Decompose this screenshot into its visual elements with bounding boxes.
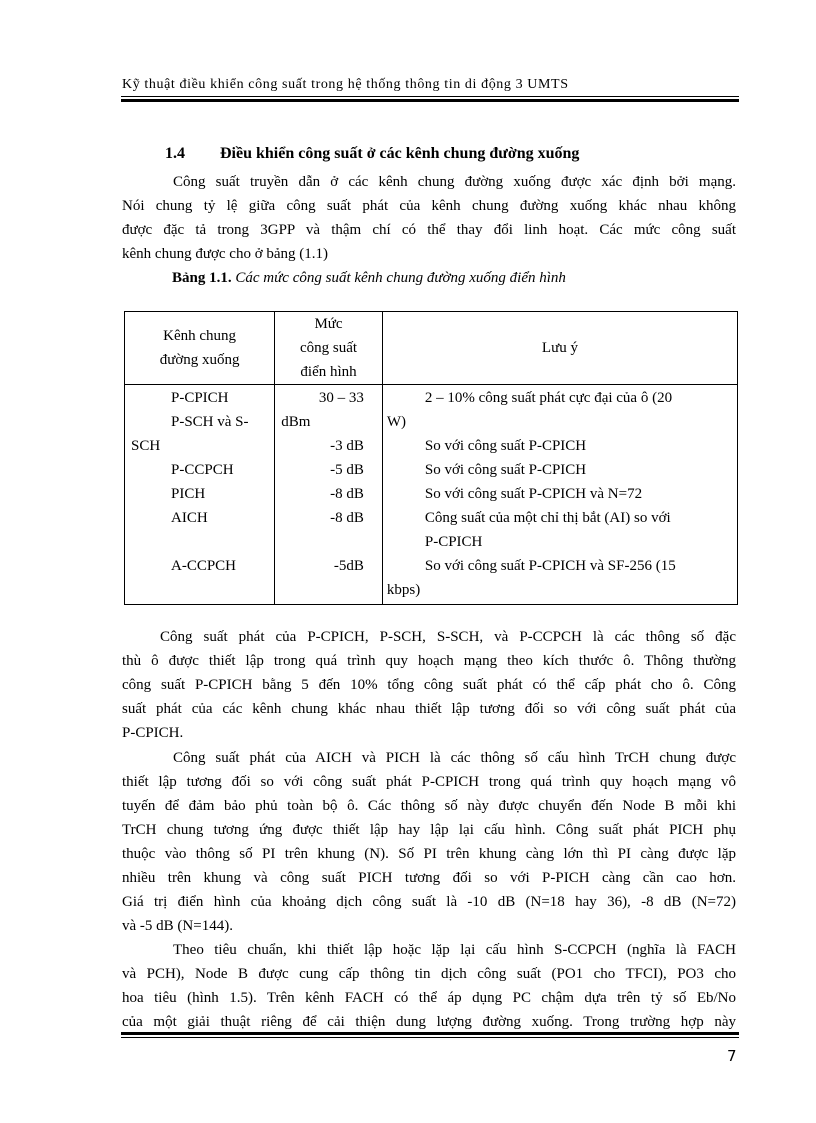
table-cell-line: dBm: [281, 414, 311, 430]
table-cell-line: 30 – 33: [318, 390, 364, 406]
table-body-row: [125, 385, 738, 605]
table-cell-line: [125, 530, 274, 554]
section-number: 1.4: [165, 145, 185, 162]
table-cell-line: Công suất của một chỉ thị bắt (AI) so với: [424, 510, 671, 526]
table-cell-line: PICH: [171, 486, 206, 502]
paragraph-2: [122, 746, 736, 938]
text-line: Nói chung tỷ lệ giữa công suất phát của kênh chung đường xuống khác nhau không: [122, 198, 736, 214]
paragraph-3: [122, 938, 736, 1034]
table-cell-line: kbps): [386, 582, 421, 598]
header-note: Lưu ý: [382, 312, 737, 385]
table-cell-line: P-SCH và S-: [171, 414, 249, 430]
table-cell-line: So với công suất P-CPICH và N=72: [424, 486, 643, 502]
section-heading: [165, 145, 579, 163]
footer-rule-thin: [121, 1037, 739, 1038]
note-column: [382, 385, 737, 605]
text-line: và -5 dB (N=144).: [122, 918, 233, 934]
text-line: thiết lập tương đối so với công suất phát P-CPICH trong quá trình quy hoạch mạng vô: [122, 774, 736, 790]
table-cell-line: [275, 530, 382, 554]
caption-label: Bảng 1.1.: [172, 270, 232, 286]
text-line: của một giải thuật riêng để cải thiện dung lượng đường xuống. Trong trường hợp này: [122, 1014, 736, 1030]
text-line: nhiều trên khung và công suất PICH tương đối so với P-PICH càng cần cao hơn.: [122, 870, 736, 886]
text-line: và PCH), Node B được cung cấp thông tin dịch công suất (PO1 cho TFCI), PO3 cho: [122, 966, 736, 982]
text-line: Theo tiêu chuẩn, khi thiết lập hoặc lặp lại cấu hình S-CCPCH (nghĩa là FACH: [173, 942, 736, 958]
footer-rule-thick: [121, 1032, 739, 1035]
intro-paragraph: [122, 170, 736, 266]
table-cell-line: So với công suất P-CPICH: [424, 438, 587, 454]
text-line: hoa tiêu (hình 1.5). Trên kênh FACH có thể áp dụng PC chậm dựa trên tỷ số Eb/No: [122, 990, 736, 1006]
table-cell-line: P-CPICH: [424, 534, 483, 550]
table-cell-line: [275, 578, 382, 602]
text-line: thuộc vào thông số PI trên khung (N). Số PI trên khung càng lớn thì PI càng được lặp: [122, 846, 736, 862]
text-line: Công suất truyền dẫn ở các kênh chung đường xuống được xác định bởi mạng.: [173, 174, 736, 190]
header-rule-thick: [121, 99, 739, 102]
text-line: thù ô được thiết lập trong quá trình quy hoạch mạng theo kích thước ô. Thông thường: [122, 653, 736, 669]
caption-text: Các mức công suất kênh chung đường xuống điển hình: [231, 270, 566, 286]
table-cell-line: 2 – 10% công suất phát cực đại của ô (20: [424, 390, 673, 406]
table-cell-line: So với công suất P-CPICH và SF-256 (15: [424, 558, 676, 574]
table-cell-line: -5dB: [333, 558, 364, 574]
table-cell-line: -5 dB: [330, 462, 364, 478]
text-line: Giá trị điển hình của khoảng dịch công suất là -10 dB (N=18 hay 36), -8 dB (N=72): [122, 894, 736, 910]
text-line: công suất P-CPICH bằng 5 đến 10% tổng công suất phát có thể cấp phát cho ô. Công: [122, 677, 736, 693]
table-cell-line: A-CCPCH: [171, 558, 237, 574]
header-power-level: Mức công suất điển hình: [275, 312, 383, 385]
table-cell-line: -3 dB: [330, 438, 364, 454]
header-channel: Kênh chung đường xuống: [125, 312, 275, 385]
text-line: TrCH chung tương ứng được thiết lập hay lập lại cấu hình. Công suất phát PICH phụ: [122, 822, 736, 838]
table-cell-line: W): [386, 414, 407, 430]
text-line: tuyến để đảm bảo phủ toàn bộ ô. Các thông số này được chuyển đến Node B mỗi khi: [122, 798, 736, 814]
text-line: được đặc tả trong 3GPP và thậm chí có thể thay đổi linh hoạt. Các mức công suất: [122, 222, 736, 238]
text-line: Công suất phát của P-CPICH, P-SCH, S-SCH, và P-CCPCH là các thông số đặc: [160, 629, 736, 645]
text-line: P-CPICH.: [122, 725, 184, 741]
paragraph-1: [122, 625, 736, 745]
channel-column: [125, 385, 275, 605]
header-rule-thin: [121, 96, 739, 97]
page-number: 7: [727, 1047, 737, 1065]
power-column: [275, 385, 383, 605]
table-caption: [172, 270, 566, 287]
text-line: suất phát của các kênh chung khác nhau thiết lập tương đối so với công suất phát của: [122, 701, 736, 717]
text-line: kênh chung được cho ở bảng (1.1): [122, 246, 329, 262]
table-cell-line: P-CCPCH: [171, 462, 234, 478]
table-cell-line: [125, 578, 274, 602]
table-cell-line: SCH: [131, 438, 161, 454]
power-levels-table: [124, 311, 738, 605]
table-header-row: [125, 312, 738, 385]
running-header: Kỹ thuật điều khiển công suất trong hệ thống thông tin di động 3 UMTS: [122, 77, 569, 92]
table-cell-line: AICH: [171, 510, 208, 526]
table-cell-line: -8 dB: [330, 510, 364, 526]
section-title: Điều khiển công suất ở các kênh chung đường xuống: [220, 145, 580, 162]
table-cell-line: So với công suất P-CPICH: [424, 462, 587, 478]
table-cell-line: -8 dB: [330, 486, 364, 502]
table-cell-line: P-CPICH: [171, 390, 229, 406]
text-line: Công suất phát của AICH và PICH là các thông số cấu hình TrCH chung được: [173, 750, 736, 766]
